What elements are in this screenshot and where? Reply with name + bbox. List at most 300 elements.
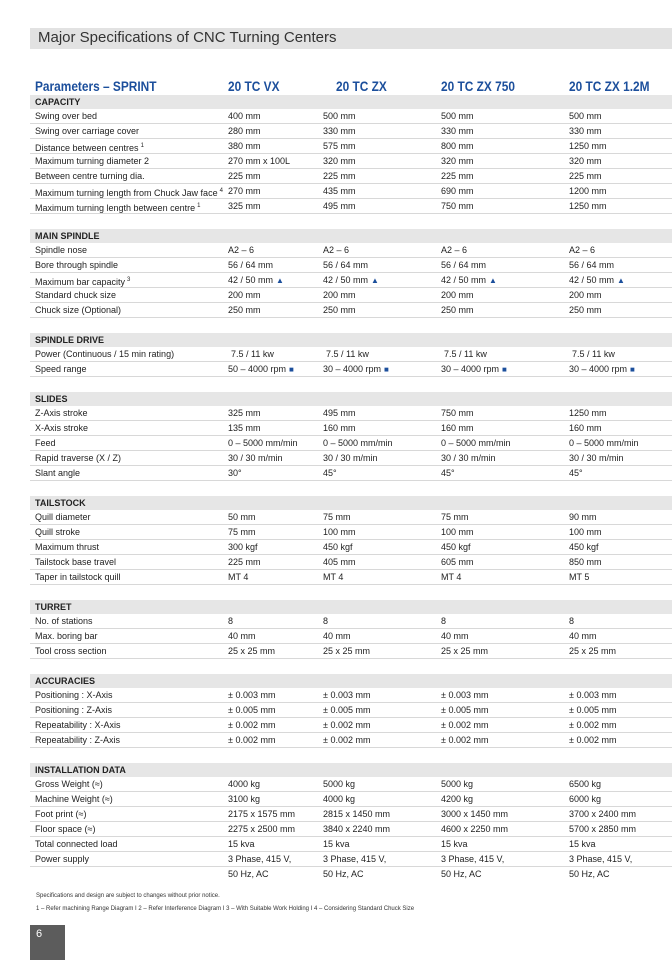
- table-cell: [569, 688, 616, 702]
- table-cell: [569, 644, 616, 658]
- cell-value: 40 mm: [569, 631, 597, 641]
- table-cell: [569, 777, 601, 791]
- table-row: [30, 629, 672, 644]
- section-title: MAIN SPINDLE: [35, 231, 100, 241]
- cell-value: 3 Phase, 415 V,: [569, 854, 633, 864]
- table-cell: [569, 555, 602, 569]
- row-label-text: Maximum bar capacity: [35, 277, 126, 287]
- row-label-text: Machine Weight (≈): [35, 794, 113, 804]
- table-row: [30, 703, 672, 718]
- cell-value: 325 mm: [228, 201, 261, 211]
- cell-value: 5000 kg: [323, 779, 356, 789]
- table-row: [30, 733, 672, 748]
- table-cell: [572, 347, 615, 361]
- cell-value: 225 mm: [569, 171, 602, 181]
- row-label-text: Foot print (≈): [35, 809, 87, 819]
- cell-value: 0 – 5000 mm/min: [323, 438, 393, 448]
- table-cell: [323, 154, 356, 168]
- table-row: [30, 555, 672, 570]
- cell-value: 7.5 / 11 kw: [444, 349, 487, 359]
- table-row: [30, 525, 672, 540]
- cell-value: 56 / 64 mm: [323, 260, 369, 270]
- table-cell: [323, 525, 356, 539]
- table-cell: [441, 792, 473, 806]
- cell-value: 2275 x 2500 mm: [228, 824, 296, 834]
- cell-value: 8: [441, 616, 447, 626]
- row-label-text: Quill stroke: [35, 527, 81, 537]
- cell-value: 30 – 4000 rpm: [323, 364, 382, 374]
- table-cell: [569, 629, 597, 643]
- table-cell: [441, 184, 474, 198]
- cell-value: 605 mm: [441, 557, 474, 567]
- table-cell: [441, 154, 474, 168]
- table-cell: [323, 109, 356, 123]
- header-20-tc-zx-750: 20 TC ZX 750: [441, 79, 515, 94]
- table-row: [30, 124, 672, 139]
- table-cell: [441, 614, 446, 628]
- cell-value: ± 0.002 mm: [441, 735, 489, 745]
- table-cell: [441, 510, 469, 524]
- row-label-text: Speed range: [35, 364, 87, 374]
- table-cell: [569, 733, 616, 747]
- cell-value: ± 0.003 mm: [228, 690, 276, 700]
- table-cell: [441, 644, 488, 658]
- cell-value: 45°: [323, 468, 337, 478]
- table-cell: [228, 644, 275, 658]
- table-row: [30, 614, 672, 629]
- cell-value: 500 mm: [569, 111, 602, 121]
- section-spacer: [30, 377, 672, 392]
- cell-value: 30 / 30 m/min: [569, 453, 624, 463]
- square-icon: ■: [502, 365, 507, 374]
- cell-value: 50 Hz, AC: [323, 869, 364, 879]
- row-label: [35, 124, 139, 138]
- cell-value: 690 mm: [441, 186, 474, 196]
- cell-value: 50 – 4000 rpm: [228, 364, 287, 374]
- cell-value: 380 mm: [228, 141, 261, 151]
- cell-value: 7.5 / 11 kw: [231, 349, 274, 359]
- table-cell: [441, 570, 461, 584]
- row-label-text: Swing over bed: [35, 111, 98, 121]
- table-row: [30, 451, 672, 466]
- cell-value: 330 mm: [441, 126, 474, 136]
- table-cell: [323, 258, 368, 272]
- table-cell: [228, 288, 261, 302]
- table-cell: [323, 510, 351, 524]
- cell-value: 270 mm: [228, 186, 261, 196]
- section-spacer: [30, 318, 672, 333]
- table-cell: [441, 807, 508, 821]
- cell-value: ± 0.002 mm: [228, 735, 276, 745]
- cell-value: 200 mm: [441, 290, 474, 300]
- cell-value: A2 – 6: [569, 245, 596, 255]
- row-label: [35, 273, 130, 289]
- footnote-marker: 3: [127, 277, 131, 283]
- table-cell: [228, 777, 260, 791]
- table-row: [30, 243, 672, 258]
- cell-value: 100 mm: [323, 527, 356, 537]
- row-label: [35, 139, 144, 155]
- cell-value: 160 mm: [441, 423, 474, 433]
- table-cell: [323, 614, 328, 628]
- cell-value: 225 mm: [228, 557, 261, 567]
- table-cell: [323, 199, 356, 213]
- table-cell: [228, 792, 260, 806]
- table-cell: [569, 703, 616, 717]
- table-cell: [569, 303, 602, 317]
- row-label: [35, 154, 149, 168]
- table-cell: [228, 718, 275, 732]
- cell-value: A2 – 6: [323, 245, 350, 255]
- cell-value: ± 0.002 mm: [441, 720, 489, 730]
- cell-value: 42 / 50 mm: [569, 275, 615, 285]
- table-cell: [441, 703, 488, 717]
- table-row: [30, 436, 672, 451]
- cell-value: 5700 x 2850 mm: [569, 824, 637, 834]
- row-label: [35, 718, 121, 732]
- table-cell: [569, 614, 574, 628]
- header-20-tc-zx-1-2m: 20 TC ZX 1.2M: [569, 79, 650, 94]
- cell-value: ± 0.002 mm: [569, 720, 617, 730]
- cell-value: 200 mm: [569, 290, 602, 300]
- section-title: SLIDES: [35, 394, 68, 404]
- row-label-text: Quill diameter: [35, 512, 91, 522]
- cell-value: 280 mm: [228, 126, 261, 136]
- table-cell: [569, 540, 599, 554]
- cell-value: 50 mm: [228, 512, 256, 522]
- cell-value: 100 mm: [441, 527, 474, 537]
- section-header: [30, 763, 672, 777]
- table-cell: [441, 362, 507, 377]
- table-row: [30, 570, 672, 585]
- footnote-marker: 1: [140, 143, 144, 149]
- cell-value: 40 mm: [323, 631, 351, 641]
- table-row: [30, 258, 672, 273]
- section-header: [30, 333, 672, 347]
- cell-value: 225 mm: [228, 171, 261, 181]
- cell-value: 270 mm x 100L: [228, 156, 291, 166]
- table-cell: [441, 451, 496, 465]
- table-cell: [569, 867, 610, 881]
- table-row: [30, 510, 672, 525]
- table-cell: [569, 406, 607, 420]
- cell-value: 100 mm: [569, 527, 602, 537]
- row-label: [35, 243, 87, 257]
- table-cell: [228, 867, 269, 881]
- row-label: [35, 688, 113, 702]
- row-label-text: Between centre turning dia.: [35, 171, 145, 181]
- row-label-text: Spindle nose: [35, 245, 88, 255]
- header-20-tc-vx: 20 TC VX: [228, 79, 280, 94]
- row-label-text: Total connected load: [35, 839, 118, 849]
- cell-value: 45°: [441, 468, 455, 478]
- table-cell: [569, 139, 607, 153]
- row-label-text: Distance between centres: [35, 143, 139, 153]
- cell-value: 3 Phase, 415 V,: [323, 854, 387, 864]
- triangle-icon: ▲: [371, 276, 379, 285]
- cell-value: 15 kva: [441, 839, 468, 849]
- table-cell: [228, 124, 261, 138]
- table-cell: [569, 570, 589, 584]
- table-cell: [441, 124, 474, 138]
- table-row: [30, 421, 672, 436]
- table-cell: [569, 466, 583, 480]
- page-number-box: [30, 925, 65, 960]
- cell-value: ± 0.003 mm: [441, 690, 489, 700]
- table-cell: [569, 421, 602, 435]
- table-cell: [441, 822, 508, 836]
- cell-value: 50 Hz, AC: [569, 869, 610, 879]
- table-cell: [441, 109, 474, 123]
- row-label: [35, 540, 99, 554]
- cell-value: 6000 kg: [569, 794, 602, 804]
- table-cell: [569, 258, 614, 272]
- table-cell: [569, 718, 616, 732]
- row-label: [35, 792, 113, 806]
- spec-table: [30, 95, 672, 882]
- cell-value: MT 4: [441, 572, 462, 582]
- row-label-text: Rapid traverse (X / Z): [35, 453, 122, 463]
- cell-value: 3 Phase, 415 V,: [228, 854, 292, 864]
- cell-value: 0 – 5000 mm/min: [441, 438, 511, 448]
- row-label-text: Maximum thrust: [35, 542, 100, 552]
- cell-value: 25 x 25 mm: [569, 646, 617, 656]
- table-cell: [441, 258, 486, 272]
- table-cell: [569, 273, 625, 288]
- table-cell: [228, 555, 261, 569]
- row-label: [35, 436, 56, 450]
- table-row: [30, 154, 672, 169]
- cell-value: 0 – 5000 mm/min: [228, 438, 298, 448]
- row-label: [35, 184, 223, 200]
- table-cell: [228, 510, 256, 524]
- table-cell: [228, 109, 261, 123]
- table-row: [30, 347, 672, 362]
- table-cell: [323, 777, 355, 791]
- row-label: [35, 362, 87, 376]
- cell-value: 15 kva: [228, 839, 255, 849]
- table-cell: [228, 629, 256, 643]
- row-label: [35, 555, 116, 569]
- cell-value: 30 / 30 m/min: [228, 453, 283, 463]
- table-row: [30, 184, 672, 199]
- table-cell: [441, 436, 511, 450]
- square-icon: ■: [384, 365, 389, 374]
- table-header: [30, 79, 672, 95]
- table-cell: [323, 169, 356, 183]
- row-label-text: Max. boring bar: [35, 631, 98, 641]
- cell-value: A2 – 6: [228, 245, 255, 255]
- row-label: [35, 347, 174, 361]
- row-label: [35, 703, 112, 717]
- table-cell: [569, 807, 636, 821]
- section-title: SPINDLE DRIVE: [35, 335, 105, 345]
- table-cell: [323, 837, 350, 851]
- table-cell: [323, 688, 370, 702]
- table-cell: [323, 303, 356, 317]
- table-cell: [228, 258, 273, 272]
- page-title: Major Specifications of CNC Turning Centers: [38, 29, 337, 46]
- table-cell: [441, 243, 467, 257]
- cell-value: 160 mm: [323, 423, 356, 433]
- cell-value: 50 Hz, AC: [441, 869, 482, 879]
- cell-value: 56 / 64 mm: [228, 260, 274, 270]
- cell-value: 8: [323, 616, 329, 626]
- row-label-text: Standard chuck size: [35, 290, 117, 300]
- cell-value: 7.5 / 11 kw: [572, 349, 615, 359]
- cell-value: ± 0.005 mm: [228, 705, 276, 715]
- row-label: [35, 109, 97, 123]
- table-cell: [441, 139, 474, 153]
- cell-value: 450 kgf: [441, 542, 471, 552]
- section-header: [30, 674, 672, 688]
- table-row: [30, 139, 672, 154]
- cell-value: 250 mm: [323, 305, 356, 315]
- cell-value: 4000 kg: [323, 794, 356, 804]
- table-cell: [569, 169, 602, 183]
- cell-value: 160 mm: [569, 423, 602, 433]
- cell-value: 450 kgf: [323, 542, 353, 552]
- table-row: [30, 822, 672, 837]
- row-label: [35, 644, 107, 658]
- cell-value: MT 4: [228, 572, 249, 582]
- cell-value: 575 mm: [323, 141, 356, 151]
- cell-value: 500 mm: [323, 111, 356, 121]
- row-label: [35, 288, 116, 302]
- cell-value: ± 0.002 mm: [569, 735, 617, 745]
- cell-value: 320 mm: [569, 156, 602, 166]
- table-cell: [441, 555, 474, 569]
- row-label: [35, 466, 80, 480]
- section-spacer: [30, 585, 672, 600]
- square-icon: ■: [630, 365, 635, 374]
- cell-value: 42 / 50 mm: [323, 275, 369, 285]
- cell-value: 1250 mm: [569, 201, 607, 211]
- cell-value: 200 mm: [228, 290, 261, 300]
- table-cell: [228, 570, 248, 584]
- cell-value: 330 mm: [323, 126, 356, 136]
- header-parameters: Parameters – SPRINT: [35, 79, 157, 94]
- row-label-text: Swing over carriage cover: [35, 126, 140, 136]
- row-label-text: Bore through spindle: [35, 260, 119, 270]
- table-row: [30, 867, 672, 882]
- row-label-text: Power supply: [35, 854, 90, 864]
- row-label-text: Tailstock base travel: [35, 557, 117, 567]
- row-label: [35, 777, 103, 791]
- section-title: TAILSTOCK: [35, 498, 86, 508]
- table-cell: [569, 436, 639, 450]
- row-label-text: Gross Weight (≈): [35, 779, 103, 789]
- row-label-text: No. of stations: [35, 616, 93, 626]
- cell-value: ± 0.002 mm: [228, 720, 276, 730]
- cell-value: 15 kva: [569, 839, 596, 849]
- table-cell: [441, 777, 473, 791]
- table-cell: [228, 273, 284, 288]
- section-header: [30, 95, 672, 109]
- cell-value: 1250 mm: [569, 408, 607, 418]
- cell-value: ± 0.005 mm: [441, 705, 489, 715]
- cell-value: 25 x 25 mm: [228, 646, 276, 656]
- row-label-text: Maximum turning length between centre: [35, 203, 196, 213]
- table-cell: [323, 451, 378, 465]
- table-cell: [323, 421, 356, 435]
- cell-value: 75 mm: [441, 512, 469, 522]
- table-cell: [323, 362, 389, 377]
- table-cell: [231, 347, 274, 361]
- cell-value: ± 0.005 mm: [569, 705, 617, 715]
- table-cell: [323, 124, 356, 138]
- table-cell: [228, 733, 275, 747]
- cell-value: 3700 x 2400 mm: [569, 809, 637, 819]
- table-cell: [228, 406, 261, 420]
- table-cell: [441, 406, 474, 420]
- section-header: [30, 496, 672, 510]
- table-cell: [569, 124, 602, 138]
- cell-value: 450 kgf: [569, 542, 599, 552]
- table-cell: [569, 154, 602, 168]
- cell-value: 850 mm: [569, 557, 602, 567]
- table-cell: [323, 703, 370, 717]
- row-label: [35, 837, 118, 851]
- cell-value: ± 0.003 mm: [569, 690, 617, 700]
- cell-value: ± 0.003 mm: [323, 690, 371, 700]
- table-cell: [228, 303, 261, 317]
- row-label-text: Chuck size (Optional): [35, 305, 122, 315]
- footnote-marker: 1: [197, 203, 201, 209]
- cell-value: 50 Hz, AC: [228, 869, 269, 879]
- table-row: [30, 807, 672, 822]
- cell-value: 750 mm: [441, 408, 474, 418]
- row-label: [35, 807, 86, 821]
- table-cell: [228, 807, 295, 821]
- table-cell: [441, 629, 469, 643]
- row-label-text: Taper in tailstock quill: [35, 572, 121, 582]
- table-cell: [441, 837, 468, 851]
- triangle-icon: ▲: [276, 276, 284, 285]
- cell-value: 495 mm: [323, 408, 356, 418]
- row-label-text: Positioning : X-Axis: [35, 690, 113, 700]
- table-cell: [228, 822, 295, 836]
- cell-value: 250 mm: [569, 305, 602, 315]
- cell-value: 3840 x 2240 mm: [323, 824, 391, 834]
- table-cell: [323, 822, 390, 836]
- cell-value: 0 – 5000 mm/min: [569, 438, 639, 448]
- row-label: [35, 852, 89, 866]
- table-cell: [569, 362, 635, 377]
- cell-value: 15 kva: [323, 839, 350, 849]
- table-cell: [323, 243, 349, 257]
- section-header: [30, 600, 672, 614]
- table-cell: [569, 525, 602, 539]
- cell-value: 225 mm: [323, 171, 356, 181]
- table-row: [30, 466, 672, 481]
- table-cell: [441, 288, 474, 302]
- row-label: [35, 510, 91, 524]
- table-cell: [323, 852, 386, 866]
- cell-value: 42 / 50 mm: [228, 275, 274, 285]
- cell-value: 400 mm: [228, 111, 261, 121]
- cell-value: 300 kgf: [228, 542, 258, 552]
- cell-value: 4200 kg: [441, 794, 474, 804]
- table-cell: [441, 199, 474, 213]
- table-row: [30, 273, 672, 288]
- row-label: [35, 303, 121, 317]
- cell-value: 40 mm: [441, 631, 469, 641]
- disclaimer-note: Specifications and design are subject to changes without prior notice.: [36, 893, 220, 899]
- table-row: [30, 169, 672, 184]
- table-cell: [441, 466, 455, 480]
- table-cell: [569, 243, 595, 257]
